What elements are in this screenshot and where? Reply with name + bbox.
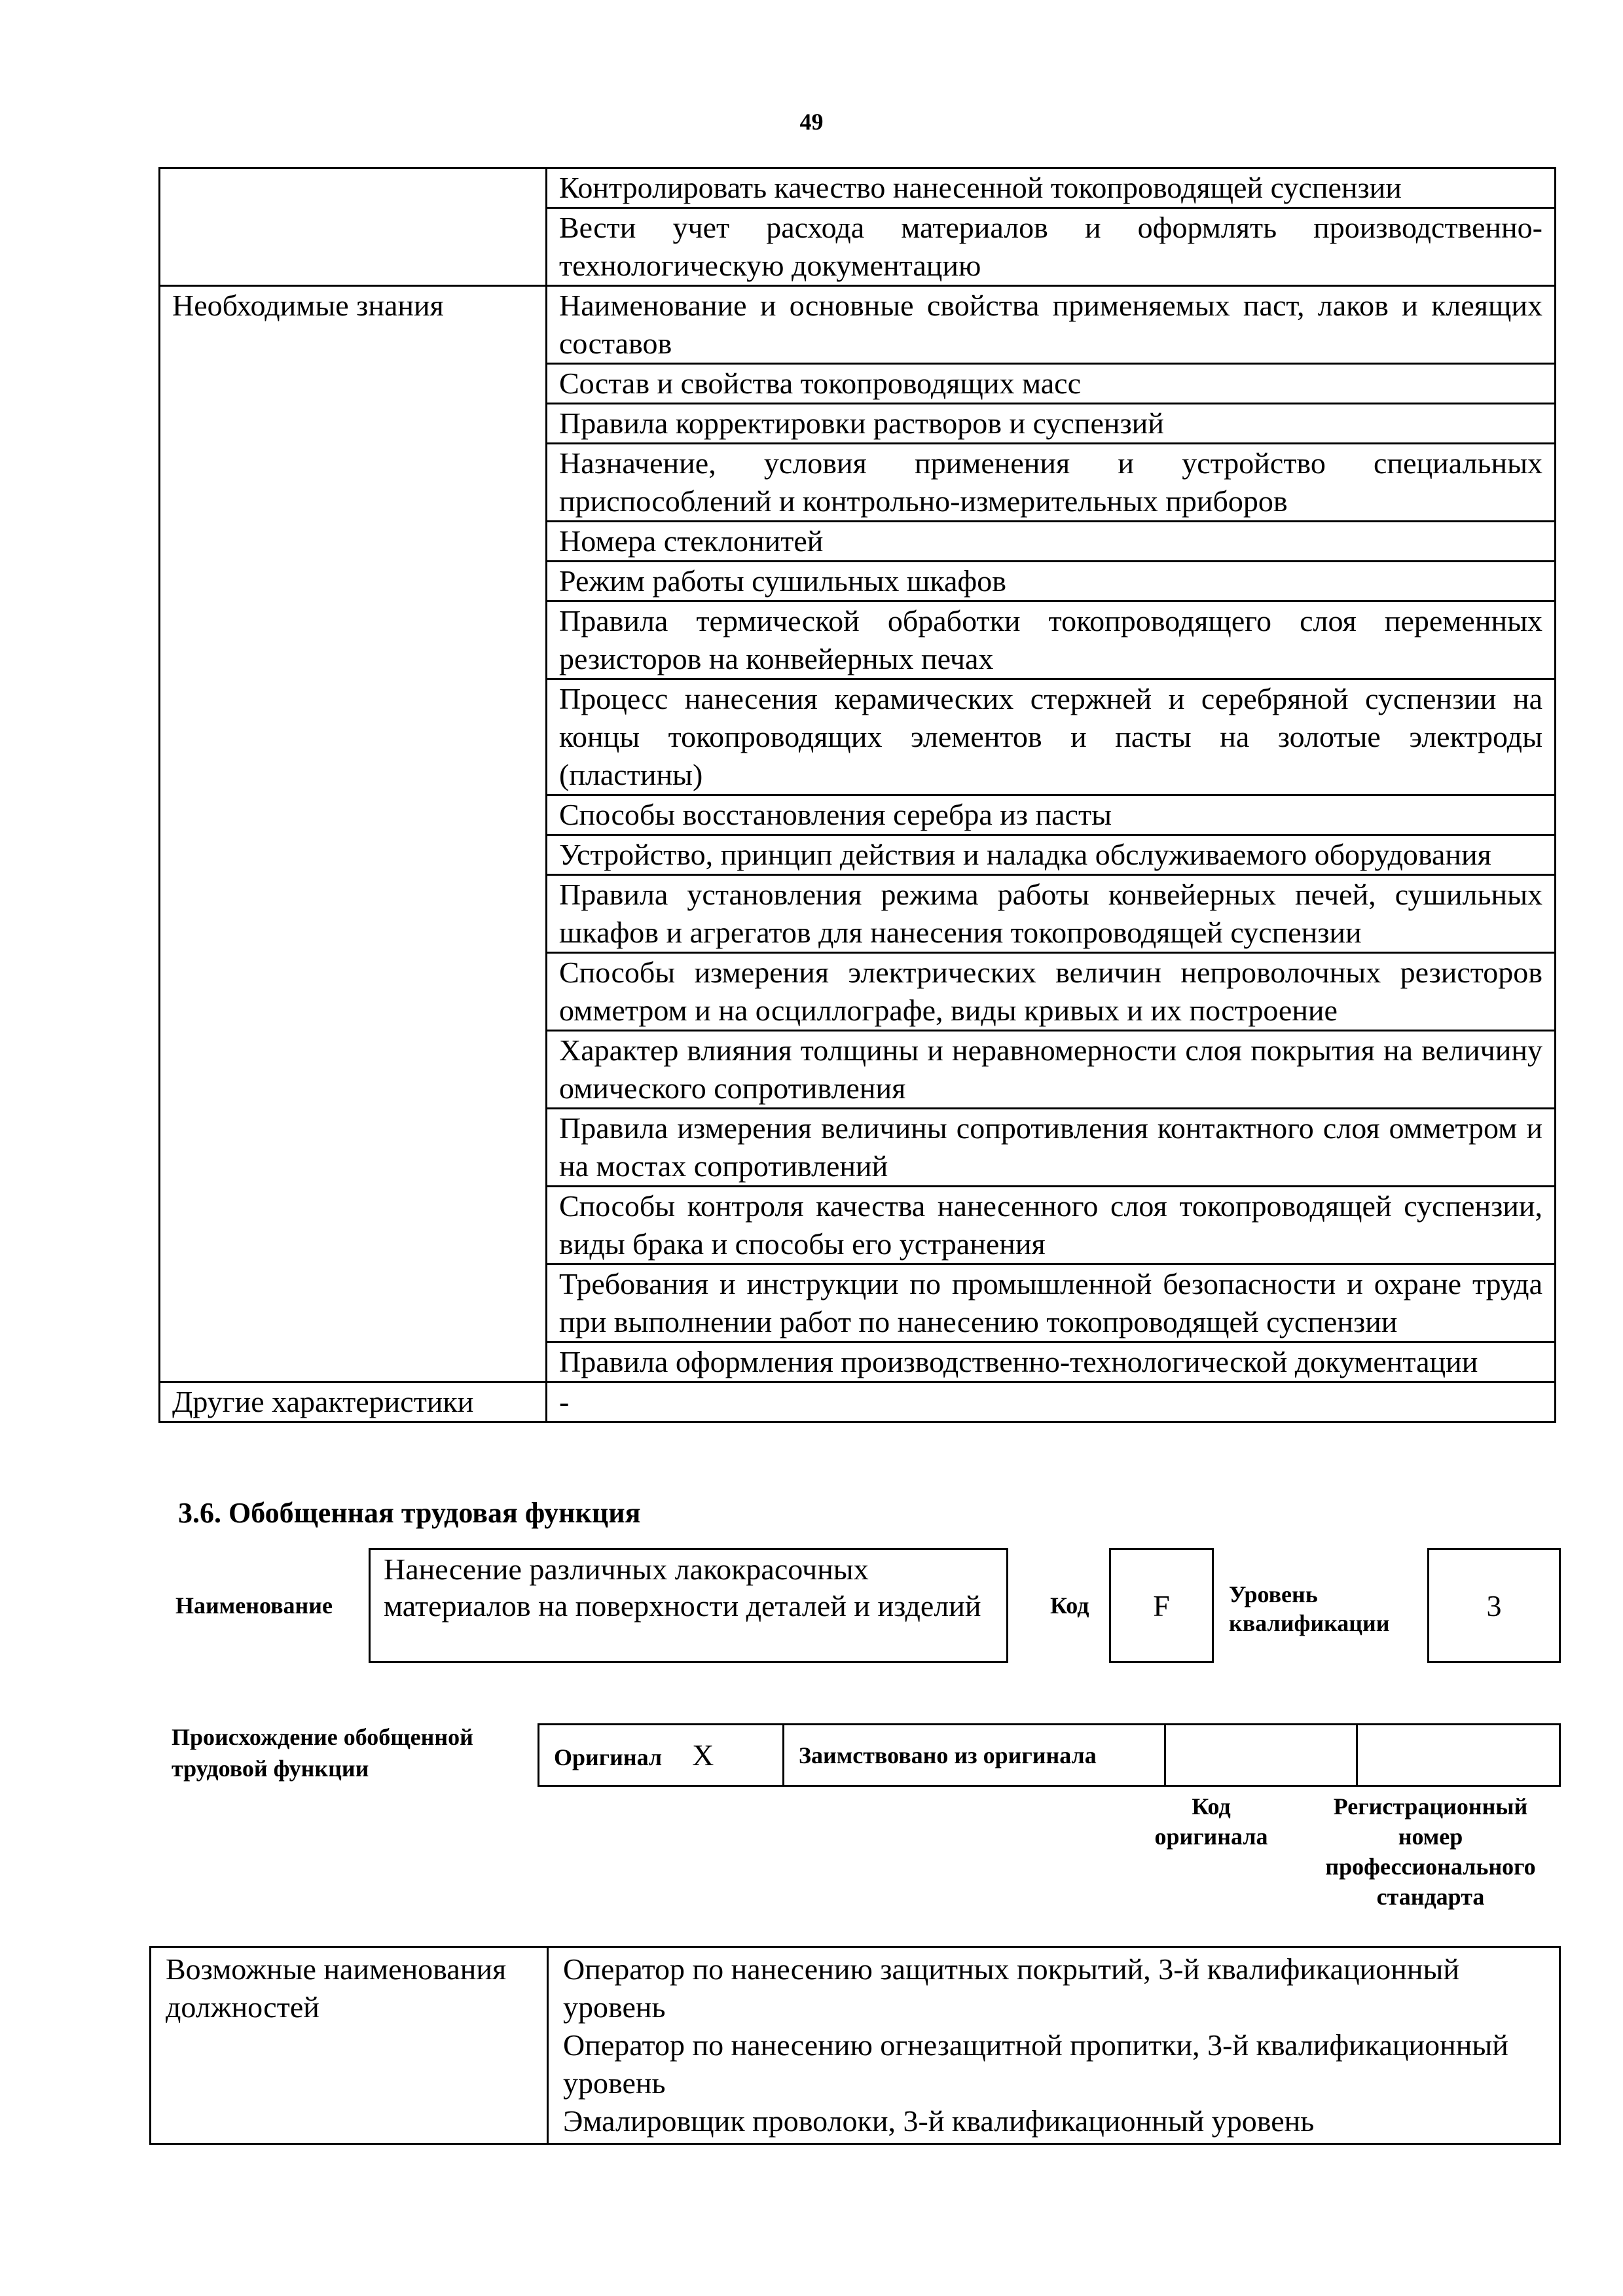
level-label-line: Уровень <box>1229 1581 1318 1607</box>
knowledge-cell: Способы контроля качества нанесенного слоя токопроводящей суспензии, виды брака и способы его устранения <box>547 1187 1556 1265</box>
origin-table <box>538 1723 1561 1787</box>
knowledge-label: Необходимые знания <box>160 286 547 364</box>
skill-cell: Вести учет расхода материалов и оформлять производственно-технологическую документацию <box>547 208 1556 286</box>
knowledge-cell: Правила корректировки растворов и суспензий <box>547 404 1556 444</box>
table-row <box>160 835 1556 875</box>
name-value: Нанесение различных лакокрасочных материалов на поверхности деталей и изделий <box>369 1548 1008 1663</box>
empty-label-cell <box>160 1031 547 1109</box>
table-row <box>160 1109 1556 1187</box>
job-title-item: Эмалировщик проволоки, 3-й квалификационный уровень <box>563 2104 1315 2138</box>
table-row <box>160 1031 1556 1109</box>
job-titles-label: Возможные наименования должностей <box>151 1947 548 2144</box>
caption-line: номер <box>1398 1823 1463 1850</box>
original-mark: X <box>692 1738 714 1772</box>
empty-label-cell <box>160 562 547 601</box>
empty-label-cell <box>160 404 547 444</box>
caption-line: Код <box>1192 1793 1231 1820</box>
table-row <box>160 1382 1556 1422</box>
table-row <box>160 404 1556 444</box>
level-value: 3 <box>1427 1548 1561 1663</box>
empty-label-cell <box>160 875 547 953</box>
table-row <box>160 286 1556 364</box>
knowledge-cell: Требования и инструкции по промышленной безопасности и охране труда при выполнении работ по нанесению токопроводящей суспензии <box>547 1265 1556 1342</box>
table-row <box>160 875 1556 953</box>
table-row <box>539 1725 1560 1786</box>
caption-line: Регистрационный <box>1333 1793 1528 1820</box>
section-title: 3.6. Обобщенная трудовая функция <box>178 1497 641 1529</box>
table-row <box>160 444 1556 522</box>
job-title-item: Оператор по нанесению защитных покрытий, 3-й квалификационный уровень <box>563 1952 1460 2024</box>
caption-line: оригинала <box>1154 1823 1268 1850</box>
knowledge-cell: Правила измерения величины сопротивления контактного слоя омметром и на мостах сопротивлений <box>547 1109 1556 1187</box>
table-row <box>160 364 1556 404</box>
knowledge-cell: Правила оформления производственно-технологической документации <box>547 1342 1556 1382</box>
table-row <box>160 208 1556 286</box>
original-cell <box>539 1725 784 1786</box>
job-titles-table <box>149 1946 1561 2145</box>
empty-label-cell <box>160 795 547 835</box>
registration-number-caption <box>1306 1791 1555 1912</box>
knowledge-cell: Характер влияния толщины и неравномерности слоя покрытия на величину омического сопротивления <box>547 1031 1556 1109</box>
knowledge-cell: Состав и свойства токопроводящих масс <box>547 364 1556 404</box>
empty-label-cell <box>160 953 547 1031</box>
job-title-item: Оператор по нанесению огнезащитной пропитки, 3-й квалификационный уровень <box>563 2028 1508 2100</box>
empty-label-cell <box>160 1265 547 1342</box>
knowledge-table <box>158 167 1556 1423</box>
job-titles-list <box>548 1947 1560 2144</box>
page-number: 49 <box>799 109 824 135</box>
knowledge-cell: Устройство, принцип действия и наладка обслуживаемого оборудования <box>547 835 1556 875</box>
knowledge-cell: Правила термической обработки токопроводящего слоя переменных резисторов на конвейерных печах <box>547 601 1556 679</box>
table-row <box>160 795 1556 835</box>
empty-label-cell <box>160 1109 547 1187</box>
registration-number-cell <box>1357 1725 1560 1786</box>
table-row <box>160 1342 1556 1382</box>
origin-label <box>172 1721 473 1784</box>
table-row <box>160 522 1556 562</box>
table-row <box>160 562 1556 601</box>
empty-label-cell <box>160 168 547 208</box>
caption-line: стандарта <box>1376 1884 1485 1910</box>
knowledge-cell: Процесс нанесения керамических стержней и серебряной суспензии на концы токопроводящих элементов и пасты на золотые электроды (пластины) <box>547 679 1556 795</box>
knowledge-cell: Способы восстановления серебра из пасты <box>547 795 1556 835</box>
code-value: F <box>1109 1548 1214 1663</box>
knowledge-cell: Номера стеклонитей <box>547 522 1556 562</box>
table-row <box>160 168 1556 208</box>
origin-label-line: трудовой функции <box>172 1755 369 1782</box>
code-label: Код <box>1050 1592 1089 1619</box>
empty-label-cell <box>160 679 547 795</box>
table-row <box>160 1187 1556 1265</box>
empty-label-cell <box>160 522 547 562</box>
table-row <box>160 679 1556 795</box>
empty-label-cell <box>160 1187 547 1265</box>
name-label: Наименование <box>175 1592 333 1619</box>
caption-line: профессионального <box>1325 1854 1536 1880</box>
knowledge-cell: Режим работы сушильных шкафов <box>547 562 1556 601</box>
other-label: Другие характеристики <box>160 1382 547 1422</box>
knowledge-cell: Способы измерения электрических величин непроволочных резисторов омметром и на осциллографе, виды кривых и их построение <box>547 953 1556 1031</box>
original-code-cell <box>1165 1725 1357 1786</box>
empty-label-cell <box>160 601 547 679</box>
empty-label-cell <box>160 1342 547 1382</box>
table-row <box>160 601 1556 679</box>
level-label <box>1229 1580 1390 1638</box>
table-row <box>151 1947 1560 2144</box>
level-label-line: квалификации <box>1229 1610 1390 1636</box>
origin-label-line: Происхождение обобщенной <box>172 1724 473 1750</box>
other-value: - <box>547 1382 1556 1422</box>
empty-label-cell <box>160 835 547 875</box>
empty-label-cell <box>160 444 547 522</box>
empty-label-cell <box>160 208 547 286</box>
table-row <box>160 953 1556 1031</box>
borrowed-cell: Заимствовано из оригинала <box>784 1725 1165 1786</box>
knowledge-cell: Наименование и основные свойства применяемых паст, лаков и клеящих составов <box>547 286 1556 364</box>
original-code-caption <box>1139 1791 1283 1852</box>
original-label: Оригинал <box>554 1744 663 1770</box>
skill-cell: Контролировать качество нанесенной токопроводящей суспензии <box>547 168 1556 208</box>
knowledge-cell: Назначение, условия применения и устройство специальных приспособлений и контрольно-измерительных приборов <box>547 444 1556 522</box>
empty-label-cell <box>160 364 547 404</box>
table-row <box>160 1265 1556 1342</box>
knowledge-cell: Правила установления режима работы конвейерных печей, сушильных шкафов и агрегатов для нанесения токопроводящей суспензии <box>547 875 1556 953</box>
